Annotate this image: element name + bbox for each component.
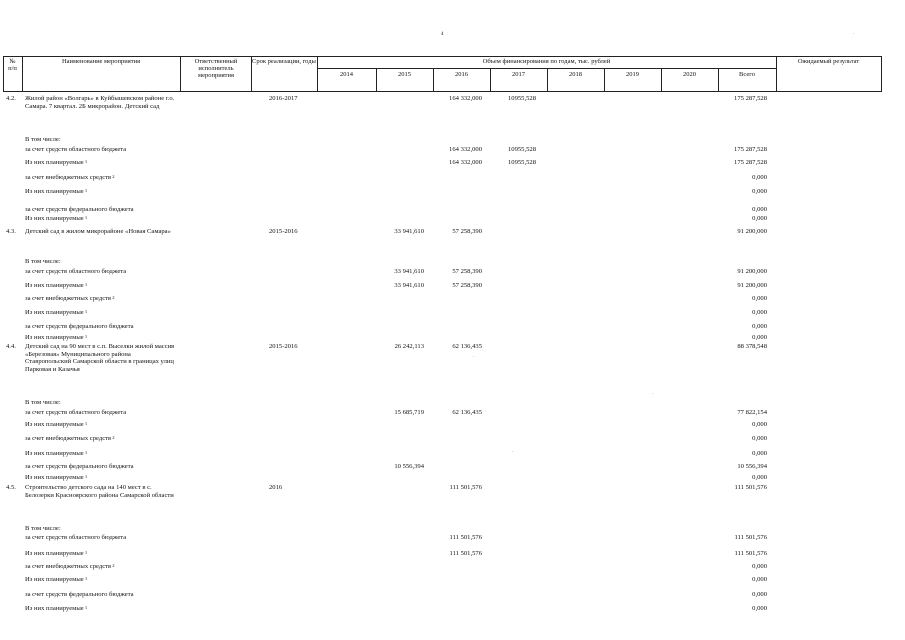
col-name-header: Наименование мероприятия xyxy=(61,58,141,65)
section-number: 4.3. xyxy=(6,228,16,235)
funding-row-label: за счет средств областного бюджета xyxy=(25,409,127,416)
row-value-2015: 33 941,610 xyxy=(394,282,424,289)
row-value-2016: 57 258,390 xyxy=(452,282,482,289)
row-value-total: 77 822,154 xyxy=(737,409,767,416)
funding-row-label: Из них планируемые $^1$ xyxy=(25,215,88,222)
row-value-total: 0,000 xyxy=(752,174,767,181)
row-value-total: 0,000 xyxy=(752,323,767,330)
year-header: 2014 xyxy=(340,71,353,78)
funding-row-label: Из них планируемые $^1$ xyxy=(25,334,88,341)
funding-row-label: за счет средств областного бюджета xyxy=(25,146,127,153)
total-header: Всего xyxy=(739,71,755,78)
value-2017: 10955,528 xyxy=(507,95,536,102)
funding-row-label: за счет внебюджетных средств $^2$ xyxy=(25,435,115,442)
section-period: 2016-2017 xyxy=(269,95,298,102)
funding-row-label: Из них планируемые $^1$ xyxy=(25,421,88,428)
including-label: В том числе: xyxy=(25,399,61,406)
row-value-total: 0,000 xyxy=(752,309,767,316)
value-total: 111 501,576 xyxy=(734,484,767,491)
year-header: 2015 xyxy=(398,71,411,78)
section-period: 2016 xyxy=(269,484,283,491)
including-label: В том числе: xyxy=(25,136,61,143)
section-name: Детский сад в жилом микрорайоне «Новая Самара» xyxy=(25,228,171,235)
row-value-total: 175 287,528 xyxy=(734,146,767,153)
year-header: 2020 xyxy=(683,71,696,78)
year-header: 2017 xyxy=(512,71,525,78)
row-value-total: 0,000 xyxy=(752,206,767,213)
funding-row-label: Из них планируемые $^1$ xyxy=(25,550,88,557)
col-no-header: № п/п xyxy=(8,58,17,72)
funding-row-label: Из них планируемые $^1$ xyxy=(25,474,88,481)
including-label: В том числе: xyxy=(25,258,61,265)
section-name: Детский сад на 90 мест в с.п. Выселки жилой массив «Березовая» Муниципального района Ставропольский Самарской области в границах улиц Парковая и Казачья xyxy=(25,343,175,373)
row-value-total: 0,000 xyxy=(752,605,767,612)
section-period: 2015-2016 xyxy=(269,343,298,350)
row-value-2016: 164 332,000 xyxy=(449,159,482,166)
row-value-2016: 57 258,390 xyxy=(452,268,482,275)
row-value-total: 0,000 xyxy=(752,188,767,195)
funding-row-label: за счет средств областного бюджета xyxy=(25,268,127,275)
row-value-2017: 10955,528 xyxy=(507,146,536,153)
year-header: 2018 xyxy=(569,71,582,78)
row-value-2016: 111 501,576 xyxy=(449,534,482,541)
section-number: 4.5. xyxy=(6,484,16,491)
row-value-total: 91 200,000 xyxy=(737,268,767,275)
row-value-2016: 62 136,435 xyxy=(452,409,482,416)
year-header: 2016 xyxy=(455,71,468,78)
funding-row-label: за счет внебюджетных средств $^2$ xyxy=(25,563,115,570)
value-2015: 26 242,113 xyxy=(394,343,424,350)
row-value-total: 111 501,576 xyxy=(734,550,767,557)
row-value-total: 0,000 xyxy=(752,334,767,341)
value-2016: 62 136,435 xyxy=(452,343,482,350)
value-total: 175 287,528 xyxy=(734,95,767,102)
funding-row-label: Из них планируемые $^1$ xyxy=(25,605,88,612)
value-2016: 111 501,576 xyxy=(449,484,482,491)
section-period: 2015-2016 xyxy=(269,228,298,235)
section-name: Жилой район «Волгарь» в Куйбышевском районе г.о. Самара. 7 квартал. 2Б микрорайон. Детский сад xyxy=(25,95,175,110)
funding-row-label: за счет средств федерального бюджета xyxy=(25,591,134,598)
value-total: 91 200,000 xyxy=(737,228,767,235)
row-value-total: 0,000 xyxy=(752,474,767,481)
funding-row-label: Из них планируемые $^1$ xyxy=(25,450,88,457)
row-value-total: 0,000 xyxy=(752,563,767,570)
row-value-total: 0,000 xyxy=(752,576,767,583)
row-value-total: 10 556,394 xyxy=(737,463,767,470)
row-value-2015: 33 941,610 xyxy=(394,268,424,275)
funding-row-label: Из них планируемые $^1$ xyxy=(25,282,88,289)
col-volume-header: Объем финансирования по годам, тыс. рублей xyxy=(482,58,611,65)
row-value-total: 0,000 xyxy=(752,450,767,457)
table-header xyxy=(0,56,905,92)
funding-row-label: Из них планируемые $^1$ xyxy=(25,309,88,316)
value-total: 88 378,548 xyxy=(737,343,767,350)
funding-row-label: за счет внебюджетных средств $^2$ xyxy=(25,174,115,181)
funding-row-label: Из них планируемые $^1$ xyxy=(25,159,88,166)
row-value-2016: 164 332,000 xyxy=(449,146,482,153)
funding-row-label: за счет средств федерального бюджета xyxy=(25,463,134,470)
value-2016: 164 332,000 xyxy=(449,95,482,102)
funding-row-label: за счет внебюджетных средств $^2$ xyxy=(25,295,115,302)
row-value-total: 0,000 xyxy=(752,215,767,222)
row-value-total: 0,000 xyxy=(752,295,767,302)
section-name: Строительство детского сада на 140 мест в с. Белозерки Красноярского района Самарской области xyxy=(25,484,174,499)
section-number: 4.4. xyxy=(6,343,16,350)
including-label: В том числе: xyxy=(25,525,61,532)
page-number: 4 xyxy=(441,32,444,37)
row-value-2015: 15 685,719 xyxy=(394,409,424,416)
row-value-total: 0,000 xyxy=(752,591,767,598)
row-value-2017: 10955,528 xyxy=(507,159,536,166)
row-value-total: 175 287,528 xyxy=(734,159,767,166)
funding-row-label: за счет средств областного бюджета xyxy=(25,534,127,541)
col-period-header: Срок реализации, годы xyxy=(252,58,316,65)
col-resp-header: Ответственный исполнитель мероприятия xyxy=(194,58,238,79)
row-value-total: 0,000 xyxy=(752,421,767,428)
row-value-2016: 111 501,576 xyxy=(449,550,482,557)
row-value-total: 91 200,000 xyxy=(737,282,767,289)
value-2015: 33 941,610 xyxy=(394,228,424,235)
row-value-total: 0,000 xyxy=(752,435,767,442)
funding-row-label: Из них планируемые $^1$ xyxy=(25,576,88,583)
col-expected-header: Ожидаемый результат xyxy=(797,58,860,65)
row-value-2015: 10 556,394 xyxy=(394,463,424,470)
section-number: 4.2. xyxy=(6,95,16,102)
funding-row-label: за счет средств федерального бюджета xyxy=(25,323,134,330)
funding-row-label: за счет средств федерального бюджета xyxy=(25,206,134,213)
value-2016: 57 258,390 xyxy=(452,228,482,235)
year-header: 2019 xyxy=(626,71,639,78)
funding-row-label: Из них планируемые $^1$ xyxy=(25,188,88,195)
row-value-total: 111 501,576 xyxy=(734,534,767,541)
